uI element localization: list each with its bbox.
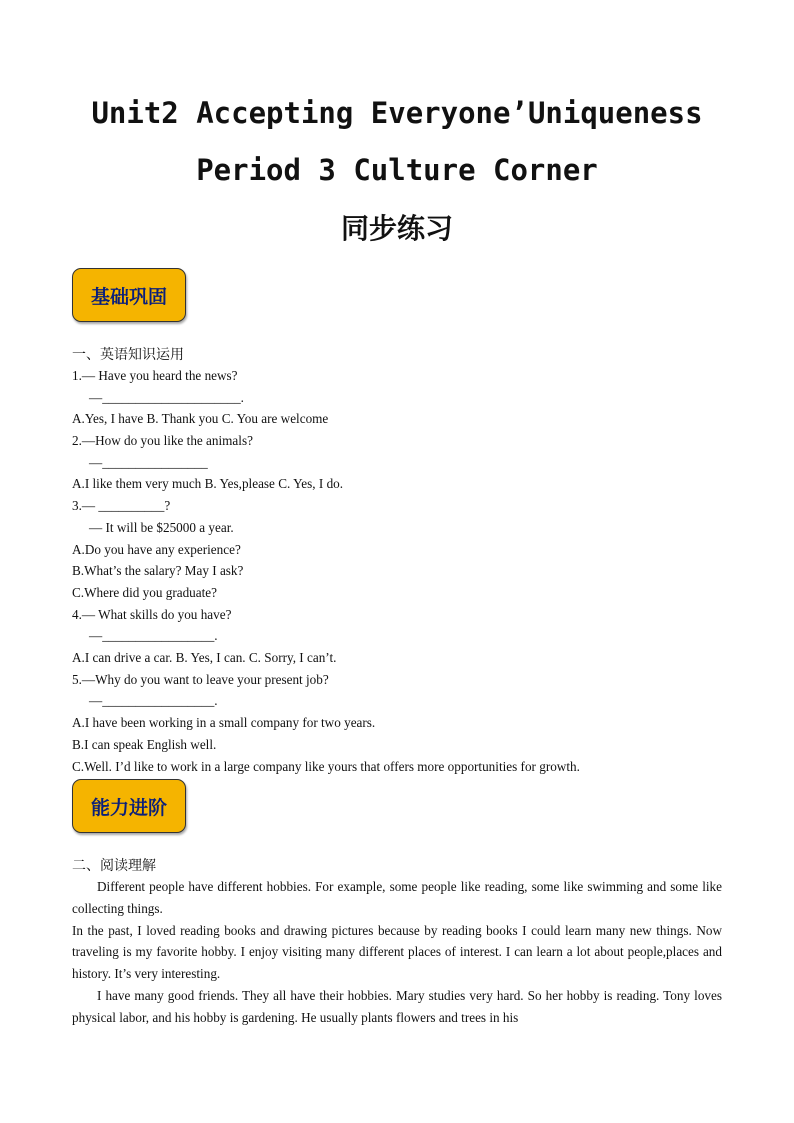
section-badge-basic: 基础巩固 <box>72 268 186 322</box>
answer-blank-4: —_________________. <box>89 628 218 643</box>
passage-paragraph-3: I have many good friends. They all have their hobbies. Mary studies very hard. So her hobby is reading. Tony loves physical labor, and his hobby is gardening. He usually plants flowers and trees in his <box>72 987 722 1025</box>
section-badge-advanced: 能力进阶 <box>72 779 186 833</box>
option-3a: A.Do you have any experience? <box>72 542 241 557</box>
question-3: 3.— __________? <box>72 498 171 513</box>
question-4: 4.— What skills do you have? <box>72 607 232 622</box>
passage-paragraph-1: Different people have different hobbies. For example, some people like reading, some like swimming and some like collecting things. <box>72 879 722 916</box>
option-5b: B.I can speak English well. <box>72 737 217 752</box>
question-2: 2.—How do you like the animals? <box>72 433 253 448</box>
options-4: A.I can drive a car. B. Yes, I can. C. Sorry, I can’t. <box>72 650 337 665</box>
document-subtitle: Period 3 Culture Corner <box>196 153 598 187</box>
response-3: — It will be $25000 a year. <box>89 520 234 535</box>
answer-blank-1: —_____________________. <box>89 390 244 405</box>
answer-blank-2: —________________ <box>89 455 208 470</box>
option-5c: C.Well. I’d like to work in a large company like yours that offers more opportunities for growth. <box>72 759 580 774</box>
option-3c: C.Where did you graduate? <box>72 585 218 600</box>
question-5: 5.—Why do you want to leave your present job? <box>72 672 329 687</box>
document-title: Unit2 Accepting Everyone’Uniqueness <box>91 96 703 130</box>
question-1: 1.— Have you heard the news? <box>72 368 238 383</box>
passage-paragraph-2: In the past, I loved reading books and drawing pictures because by reading books I could learn many new things. Now traveling is my favorite hobby. I enjoy visiting many different places of interest. I can learn a lot about people,places and history. It’s very interesting. <box>72 922 722 982</box>
answer-blank-5: —_________________. <box>89 693 218 708</box>
options-2: A.I like them very much B. Yes,please C. Yes, I do. <box>72 476 344 491</box>
option-5a: A.I have been working in a small company for two years. <box>72 715 376 730</box>
reading-passage <box>72 876 722 1029</box>
section1-heading: 一、英语知识运用 <box>72 347 184 363</box>
options-1: A.Yes, I have B. Thank you C. You are welcome <box>72 411 329 426</box>
section2-heading: 二、阅读理解 <box>72 858 156 874</box>
document-heading-exercise: 同步练习 <box>340 212 453 245</box>
option-3b: B.What’s the salary? May I ask? <box>72 563 244 578</box>
